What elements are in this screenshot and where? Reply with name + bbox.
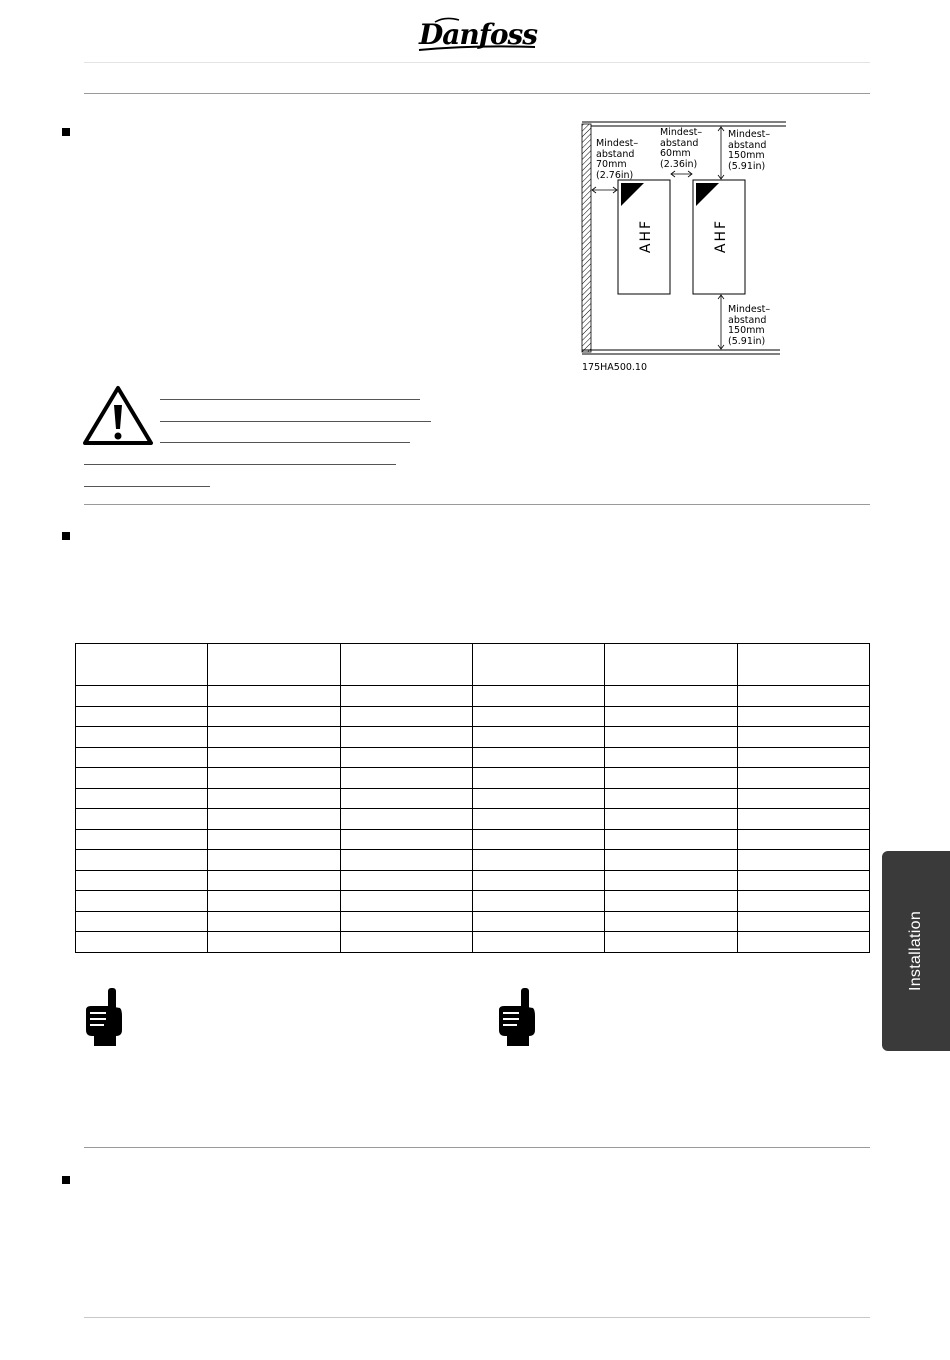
table-cell bbox=[208, 850, 340, 871]
danfoss-logo-graphic bbox=[415, 14, 540, 56]
table-cell bbox=[605, 932, 737, 953]
table-cell bbox=[76, 891, 208, 912]
table-cell bbox=[340, 850, 472, 871]
table-cell bbox=[208, 727, 340, 748]
header-rule-light bbox=[84, 62, 870, 63]
figure-code: 175HA500.10 bbox=[582, 362, 648, 373]
table-cell bbox=[605, 727, 737, 748]
table-cell bbox=[208, 809, 340, 830]
table-cell bbox=[340, 911, 472, 932]
table-row bbox=[76, 891, 870, 912]
table-cell bbox=[737, 788, 869, 809]
table-cell bbox=[737, 911, 869, 932]
table-cell bbox=[605, 850, 737, 871]
table-header-cell bbox=[208, 644, 340, 686]
table-header-cell bbox=[605, 644, 737, 686]
table-cell bbox=[737, 686, 869, 707]
table-row bbox=[76, 932, 870, 953]
table-cell bbox=[340, 727, 472, 748]
table-cell bbox=[208, 788, 340, 809]
table-cell bbox=[340, 747, 472, 768]
table-cell bbox=[737, 932, 869, 953]
unit-label-1: AHF bbox=[638, 218, 654, 254]
table-cell bbox=[472, 706, 604, 727]
table-cell bbox=[737, 891, 869, 912]
header-rule bbox=[84, 93, 870, 94]
table-cell bbox=[605, 788, 737, 809]
table-cell bbox=[472, 891, 604, 912]
top-gap-label: Mindest– abstand 150mm (5.91in) bbox=[728, 129, 771, 172]
table-cell bbox=[340, 870, 472, 891]
table-cell bbox=[76, 829, 208, 850]
table-row bbox=[76, 870, 870, 891]
table-cell bbox=[472, 870, 604, 891]
table-cell bbox=[208, 829, 340, 850]
table-row bbox=[76, 727, 870, 748]
warning-text-line bbox=[160, 421, 431, 422]
table-header-cell bbox=[737, 644, 869, 686]
table-row bbox=[76, 850, 870, 871]
table-cell bbox=[737, 747, 869, 768]
warning-triangle-icon bbox=[82, 385, 154, 447]
table-cell bbox=[605, 891, 737, 912]
table-cell bbox=[472, 788, 604, 809]
table-header-cell bbox=[472, 644, 604, 686]
table-cell bbox=[208, 870, 340, 891]
warning-text-line bbox=[160, 399, 420, 400]
table-cell bbox=[76, 870, 208, 891]
section-rule bbox=[84, 504, 870, 505]
table-cell bbox=[208, 747, 340, 768]
table-cell bbox=[76, 911, 208, 932]
table-cell bbox=[76, 850, 208, 871]
table-cell bbox=[208, 932, 340, 953]
table-cell bbox=[340, 686, 472, 707]
table-cell bbox=[76, 809, 208, 830]
table-cell bbox=[340, 891, 472, 912]
table-cell bbox=[605, 768, 737, 789]
bottom-gap-label: Mindest– abstand 150mm (5.91in) bbox=[728, 304, 771, 347]
table-row bbox=[76, 747, 870, 768]
table-cell bbox=[605, 747, 737, 768]
table-cell bbox=[76, 932, 208, 953]
table-header-cell bbox=[340, 644, 472, 686]
table-cell bbox=[737, 727, 869, 748]
pointing-hand-icon bbox=[82, 986, 124, 1048]
table-cell bbox=[605, 870, 737, 891]
table-row bbox=[76, 768, 870, 789]
table-cell bbox=[605, 829, 737, 850]
table-cell bbox=[472, 850, 604, 871]
unit-label-2: AHF bbox=[713, 218, 729, 254]
table-cell bbox=[76, 788, 208, 809]
table-cell bbox=[76, 747, 208, 768]
table-cell bbox=[737, 809, 869, 830]
table-cell bbox=[737, 768, 869, 789]
table-cell bbox=[340, 788, 472, 809]
footer-rule bbox=[84, 1317, 870, 1318]
pointing-hand-icon bbox=[495, 986, 537, 1048]
table-cell bbox=[472, 829, 604, 850]
left-gap-label: Mindest– abstand 70mm (2.76in) bbox=[596, 138, 639, 181]
table-row bbox=[76, 788, 870, 809]
table-cell bbox=[340, 809, 472, 830]
table-cell bbox=[340, 829, 472, 850]
table-cell bbox=[472, 747, 604, 768]
logo-text: Danfoss bbox=[419, 18, 538, 51]
middle-gap-label: Mindest– abstand 60mm (2.36in) bbox=[660, 127, 703, 170]
table-header-row bbox=[76, 644, 870, 686]
table-cell bbox=[605, 706, 737, 727]
table-cell bbox=[340, 768, 472, 789]
table-cell bbox=[208, 686, 340, 707]
table-cell bbox=[340, 932, 472, 953]
table-cell bbox=[605, 809, 737, 830]
table-cell bbox=[737, 850, 869, 871]
table-row bbox=[76, 706, 870, 727]
table-cell bbox=[208, 911, 340, 932]
table-row bbox=[76, 686, 870, 707]
data-table bbox=[75, 643, 870, 953]
table-row bbox=[76, 829, 870, 850]
square-bullet-icon bbox=[62, 532, 70, 540]
table-cell bbox=[472, 932, 604, 953]
side-tab-installation[interactable] bbox=[882, 851, 950, 1051]
table-header-cell bbox=[76, 644, 208, 686]
table-cell bbox=[605, 911, 737, 932]
side-tab-label: Installation bbox=[907, 910, 924, 992]
clearance-diagram bbox=[578, 118, 792, 378]
table-cell bbox=[472, 768, 604, 789]
table-cell bbox=[208, 891, 340, 912]
table-cell bbox=[472, 809, 604, 830]
table-row bbox=[76, 911, 870, 932]
table-cell bbox=[76, 706, 208, 727]
table-cell bbox=[472, 911, 604, 932]
danfoss-logo bbox=[415, 14, 540, 56]
table-cell bbox=[340, 706, 472, 727]
warning-text-line bbox=[84, 464, 396, 465]
section-rule bbox=[84, 1147, 870, 1148]
table-cell bbox=[208, 768, 340, 789]
table-cell bbox=[76, 727, 208, 748]
table-cell bbox=[737, 706, 869, 727]
table-cell bbox=[472, 686, 604, 707]
table-cell bbox=[737, 829, 869, 850]
warning-text-line bbox=[160, 442, 410, 443]
table-cell bbox=[472, 727, 604, 748]
square-bullet-icon bbox=[62, 1176, 70, 1184]
table-cell bbox=[208, 706, 340, 727]
square-bullet-icon bbox=[62, 128, 70, 136]
warning-text-line bbox=[84, 486, 210, 487]
table-cell bbox=[76, 768, 208, 789]
table-cell bbox=[76, 686, 208, 707]
table-cell bbox=[737, 870, 869, 891]
table-row bbox=[76, 809, 870, 830]
table-cell bbox=[605, 686, 737, 707]
